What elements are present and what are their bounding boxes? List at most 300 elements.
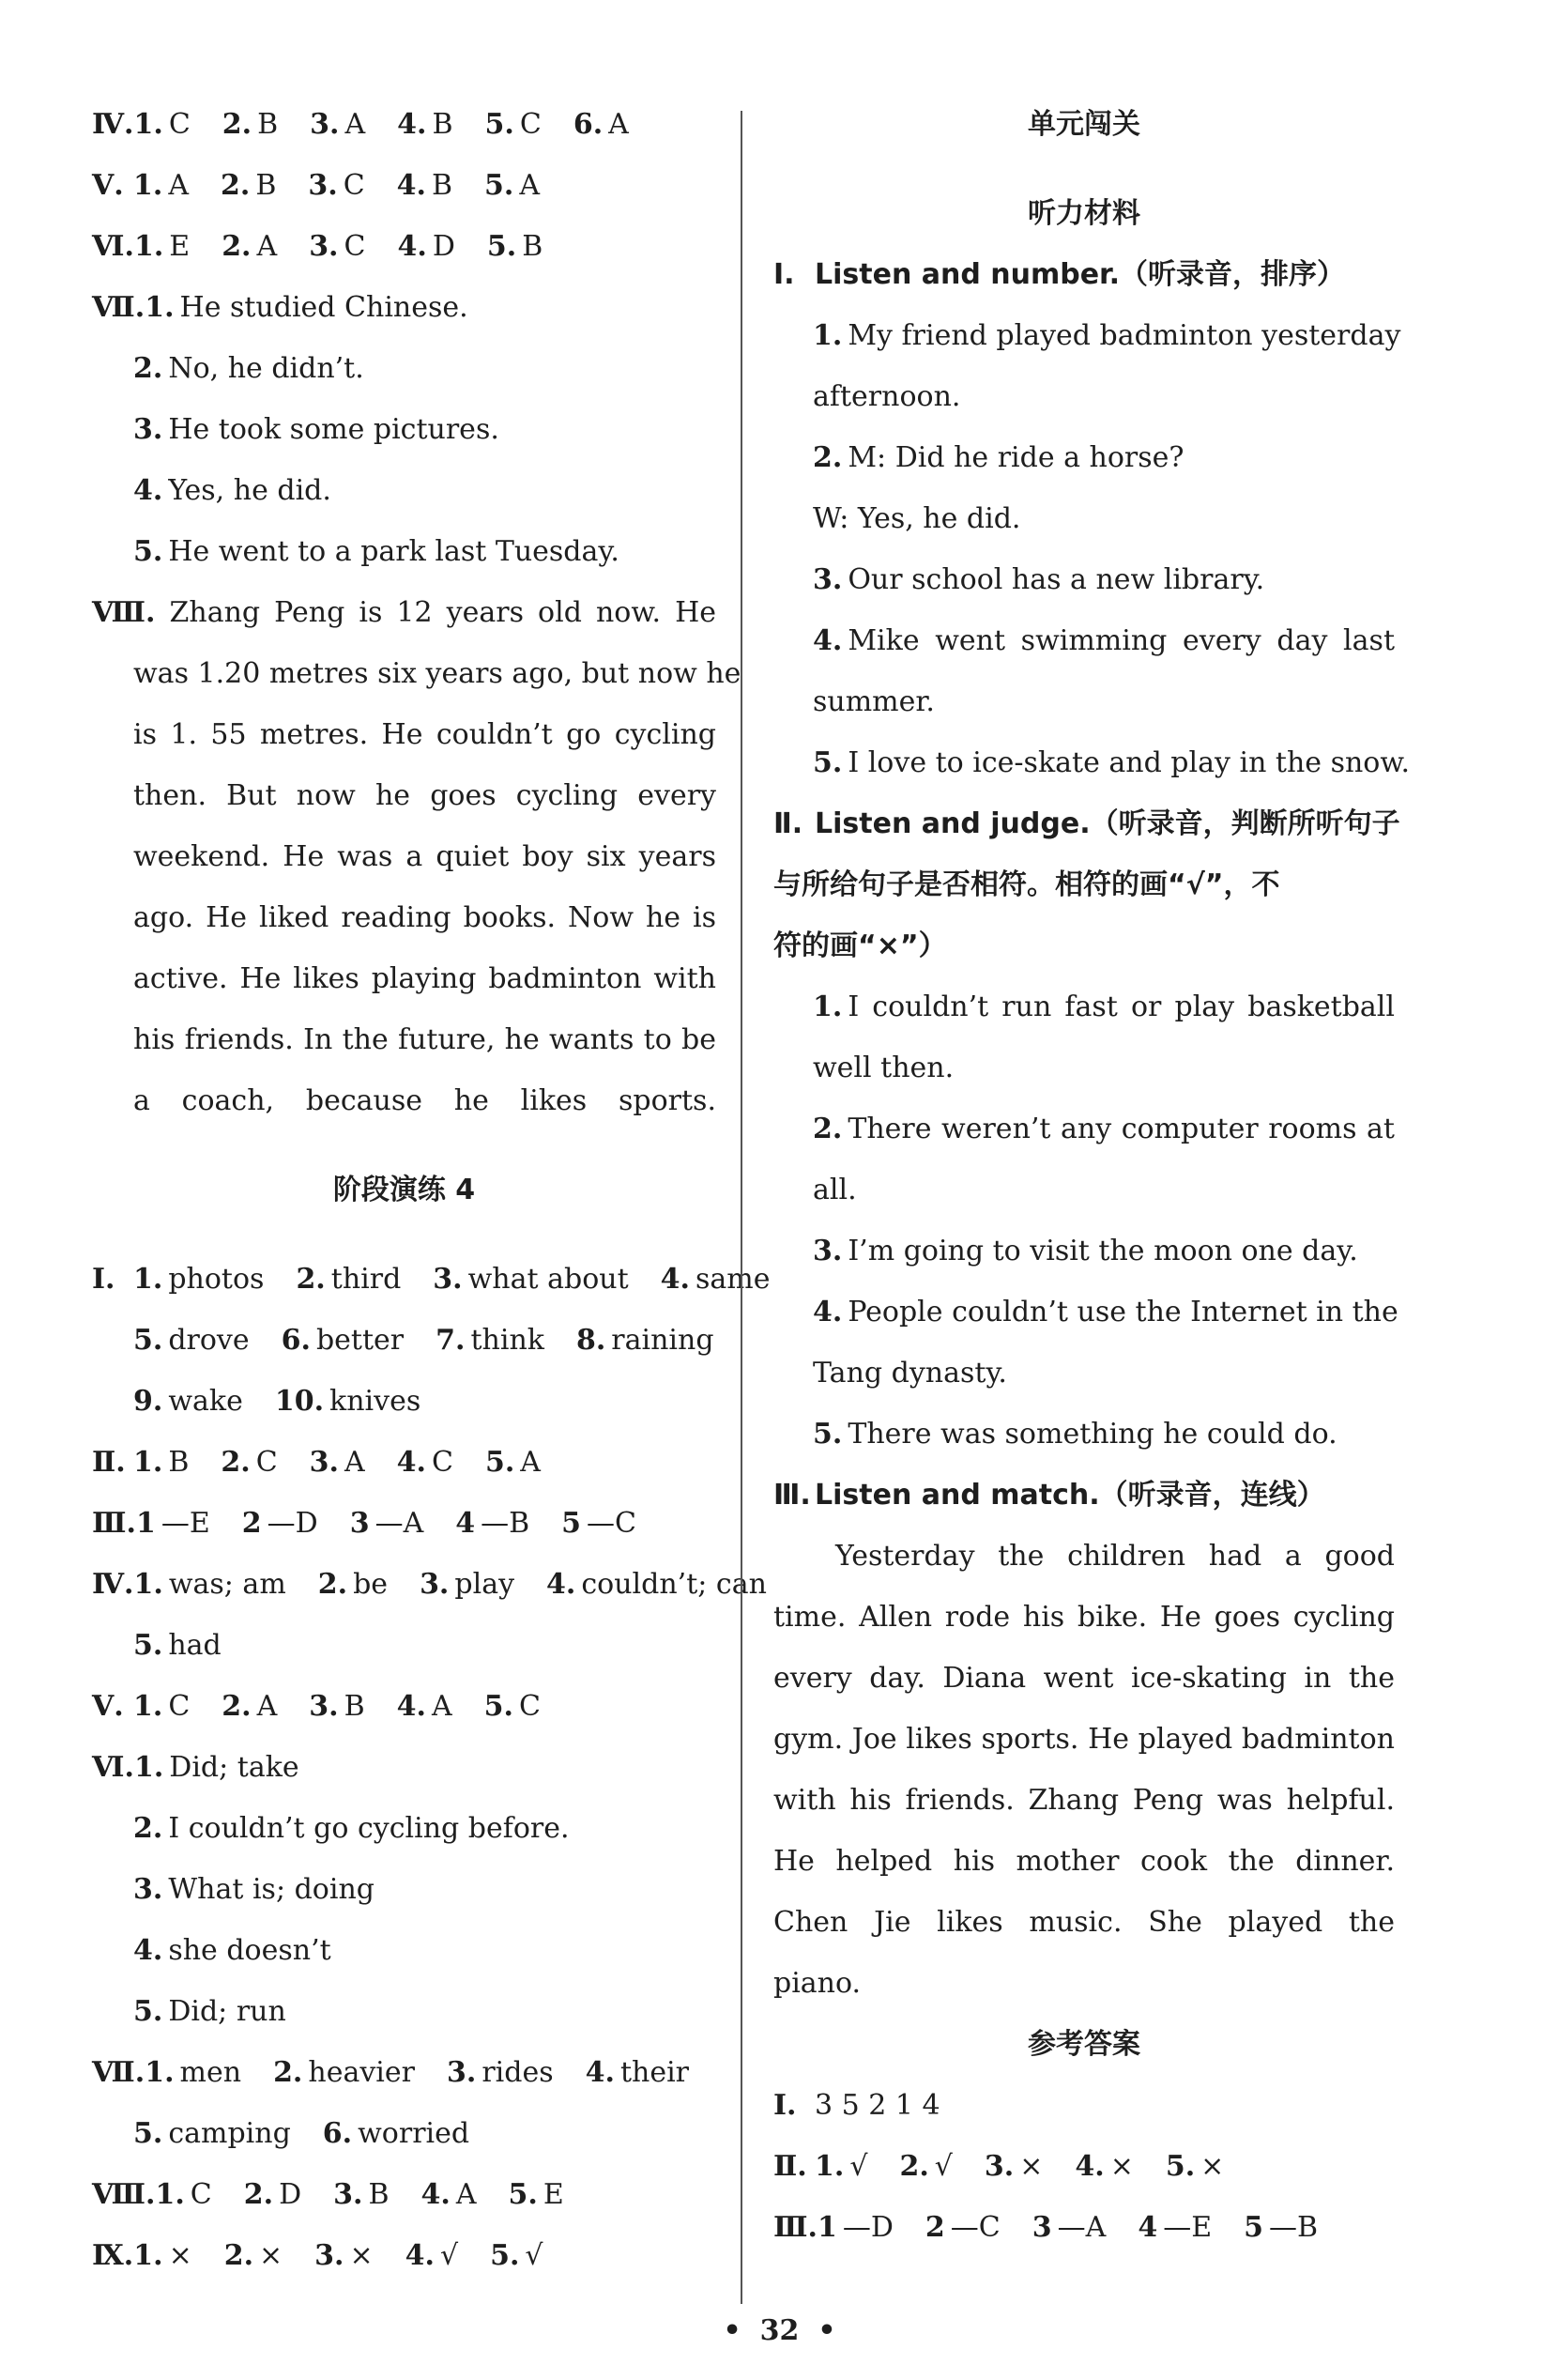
section-title-cn: （听录音，判断所听句子 (1090, 807, 1400, 840)
listening-line (773, 374, 1395, 435)
item-number: 3. (309, 230, 339, 263)
item-number: 5. (1165, 2150, 1196, 2183)
item-number: 2. (273, 2056, 303, 2089)
answer-row (773, 2143, 1395, 2204)
listening-line (773, 1106, 1395, 1167)
passage-line (773, 1899, 1395, 1960)
item-number: 2. (296, 1263, 326, 1296)
listening-text: M: Did he ride a horse? (848, 441, 1185, 474)
item-answer: —A (374, 1507, 424, 1540)
page-dot-right: • (818, 2314, 836, 2347)
answer-row (92, 468, 716, 529)
listening-text: all. (813, 1174, 857, 1206)
listening-line (773, 1045, 1395, 1106)
spacer (92, 1228, 716, 1256)
item-answer: A (432, 1690, 452, 1723)
item-answer: —E (160, 1507, 210, 1540)
section-numeral: Ⅰ. (773, 2089, 797, 2122)
item-answer: —B (1268, 2211, 1319, 2244)
item-answer: × (168, 2239, 192, 2272)
item-number: 2. (222, 230, 252, 263)
item-answer: she doesn’t (168, 1934, 331, 1967)
item-number: 4. (397, 108, 427, 141)
item-number: 2 (925, 2211, 945, 2244)
item-answer: × (1109, 2150, 1134, 2183)
passage-text: active. He likes playing badminton with (133, 962, 716, 995)
listening-text: well then. (813, 1052, 955, 1084)
page-dot-left: • (723, 2314, 741, 2347)
answer-row (92, 1378, 716, 1439)
item-answer: had (168, 1629, 222, 1662)
item-number: 3. (309, 1446, 339, 1479)
passage-text: is 1. 55 metres. He couldn’t go cycling (133, 718, 716, 751)
listening-text: There weren’t any computer rooms at (848, 1113, 1395, 1145)
item-number: 7. (436, 1324, 466, 1357)
listening-text: summer. (813, 685, 935, 718)
item-number: 1. (155, 2178, 185, 2211)
item-answer: —B (481, 1507, 530, 1540)
item-answer: their (619, 2056, 690, 2089)
column-divider (741, 111, 742, 2304)
answer-row (92, 101, 716, 162)
listening-text: I couldn’t run fast or play basketball (848, 990, 1395, 1023)
item-number: 3. (433, 1263, 463, 1296)
item-answer: —C (587, 1507, 637, 1540)
passage-line (773, 1960, 1395, 2021)
section-numeral: Ⅲ. (92, 1507, 136, 1540)
section-numeral: Ⅴ. (92, 1690, 124, 1723)
item-number: 2. (317, 1568, 348, 1601)
item-answer: C (344, 230, 366, 263)
answer-row (92, 1317, 716, 1378)
item-answer: He went to a park last Tuesday. (168, 535, 619, 568)
item-number: 5. (133, 1995, 163, 2028)
listening-text: Tang dynasty. (813, 1357, 1007, 1390)
item-number: 5. (133, 1324, 163, 1357)
item-answer: B (257, 108, 279, 141)
answer-row (92, 1988, 716, 2050)
item-answer: A (168, 169, 189, 202)
item-answer: E (543, 2178, 564, 2211)
item-number: 4. (660, 1263, 690, 1296)
item-number: 1 (817, 2211, 837, 2244)
answer-row (773, 2204, 1395, 2265)
passage-text: gym. Joe likes sports. He played badminton (773, 1723, 1395, 1756)
item-number: 3. (333, 2178, 363, 2211)
item-number: 3. (447, 2056, 477, 2089)
item-answer: heavier (308, 2056, 415, 2089)
passage-text: time. Allen rode his bike. He goes cycling (773, 1601, 1395, 1634)
item-answer: B (255, 169, 277, 202)
listening-text: People couldn’t use the Internet in the (848, 1296, 1399, 1328)
passage-line (773, 1655, 1395, 1716)
item-number: 4. (133, 474, 163, 507)
item-answer: 3 5 2 1 4 (815, 2089, 940, 2122)
item-answer: E (169, 230, 191, 263)
item-answer: D (279, 2178, 302, 2211)
item-number: 3. (314, 2239, 344, 2272)
item-answer: C (519, 1690, 541, 1723)
item-number: 2. (133, 352, 163, 385)
item-answer: rides (481, 2056, 554, 2089)
item-number: 1. (133, 169, 163, 202)
item-number: 5 (561, 1507, 582, 1540)
listening-line (773, 1289, 1399, 1350)
item-answer: camping (168, 2117, 291, 2150)
passage-text: Chen Jie likes music. She played the (773, 1906, 1395, 1939)
item-answer: × (259, 2239, 283, 2272)
passage-text: every day. Diana went ice-skating in the (773, 1662, 1395, 1695)
listening-line (773, 1228, 1395, 1289)
answer-row (773, 2082, 1395, 2143)
answer-row (92, 284, 716, 345)
item-number: 1. (815, 2150, 845, 2183)
section-numeral: Ⅵ. (92, 230, 134, 263)
section-numeral: Ⅱ. (773, 807, 803, 840)
answer-row (92, 1744, 716, 1805)
listening-line (773, 313, 1401, 374)
item-number: 3 (349, 1507, 370, 1540)
item-answer: Did; run (168, 1995, 286, 2028)
passage-line (92, 651, 741, 712)
item-number: 5. (813, 1418, 843, 1451)
item-answer: C (432, 1446, 453, 1479)
item-number: 1. (133, 1568, 163, 1601)
passage-text: ago. He liked reading books. Now he is (133, 901, 716, 934)
item-number: 4. (813, 1296, 843, 1328)
item-number: 2. (223, 2239, 254, 2272)
item-number: 5. (484, 169, 514, 202)
stage-title: 阶段演练 4 (332, 1174, 476, 1206)
answer-row (92, 1866, 716, 1927)
item-number: 5. (486, 230, 517, 263)
passage-text: Yesterday the children had a good (835, 1540, 1395, 1573)
answer-row (92, 1439, 716, 1500)
answer-row (92, 1927, 716, 1988)
item-number: 9. (133, 1385, 163, 1418)
item-number: 5. (813, 746, 843, 779)
section-numeral: Ⅳ. (92, 108, 134, 141)
answer-row (92, 1500, 716, 1561)
page-number (0, 2314, 1559, 2347)
item-answer: B (432, 108, 453, 141)
item-answer: × (1019, 2150, 1044, 2183)
item-number: 1. (133, 1263, 163, 1296)
answer-row (92, 1683, 716, 1744)
item-answer: A (519, 169, 541, 202)
answer-row (92, 1256, 771, 1317)
listening-text: There was something he could do. (848, 1418, 1337, 1451)
section-numeral: Ⅵ. (92, 1751, 134, 1784)
right-column (773, 101, 1411, 2265)
listening-line (773, 984, 1395, 1045)
passage-line (773, 1533, 1395, 1594)
item-number: 2. (813, 441, 843, 474)
passage-line (773, 1777, 1395, 1838)
item-number: 5. (490, 2239, 520, 2272)
answer-row (92, 2050, 716, 2111)
item-number: 8. (575, 1324, 606, 1357)
item-answer: B (344, 1690, 365, 1723)
item-number: 4. (813, 624, 843, 657)
left-column (92, 101, 771, 2294)
item-number: 6. (322, 2117, 353, 2150)
item-number: 2. (222, 108, 252, 141)
item-answer: worried (358, 2117, 470, 2150)
passage-text: weekend. He was a quiet boy six years (133, 840, 716, 873)
item-answer: C (190, 2178, 212, 2211)
item-answer: play (454, 1568, 515, 1601)
item-number: 5 (1244, 2211, 1263, 2244)
passage-line (92, 895, 716, 956)
listening-line (773, 618, 1395, 679)
listening-text: W: Yes, he did. (813, 502, 1021, 535)
item-number: 5. (133, 2117, 163, 2150)
item-number: 3. (420, 1568, 450, 1601)
section-numeral: Ⅴ. (92, 169, 124, 202)
item-number: 1. (133, 1751, 164, 1784)
answer-row (92, 529, 716, 590)
item-number: 6. (281, 1324, 311, 1357)
item-answer: —E (1163, 2211, 1213, 2244)
passage-text: his friends. In the future, he wants to be (133, 1023, 716, 1056)
item-answer: A (520, 1446, 541, 1479)
item-number: 4 (455, 1507, 476, 1540)
section-numeral: Ⅷ. (92, 596, 156, 629)
answer-row (92, 1622, 716, 1683)
item-number: 5. (133, 1629, 163, 1662)
item-number: 1. (133, 1690, 163, 1723)
item-number: 2. (813, 1113, 843, 1145)
listening-text: I’m going to visit the moon one day. (848, 1235, 1358, 1267)
item-answer: —A (1057, 2211, 1107, 2244)
item-number: 5. (508, 2178, 538, 2211)
passage-line (92, 956, 716, 1017)
item-number: 2 (241, 1507, 262, 1540)
item-number: 2. (243, 2178, 274, 2211)
passage-line (92, 834, 716, 895)
listening-text: Our school has a new library. (848, 563, 1265, 596)
passage-text: was 1.20 metres six years ago, but now he (133, 657, 741, 690)
answer-row (92, 2233, 716, 2294)
item-number: 3. (310, 108, 340, 141)
page-number-text: 32 (759, 2314, 800, 2347)
section-heading-cont: 与所给句子是否相符。相符的画“√”，不 (773, 868, 1280, 901)
answer-title: 参考答案 (1028, 2028, 1140, 2061)
section-title-en: Listen and match. (815, 1479, 1100, 1512)
spacer (155, 596, 169, 629)
item-answer: Did; take (169, 1751, 299, 1784)
passage-text: a coach, because he likes sports. (133, 1084, 716, 1117)
item-answer: wake (168, 1385, 243, 1418)
unit-title: 单元闯关 (1028, 108, 1140, 141)
item-answer: C (255, 1446, 278, 1479)
item-answer: C (519, 108, 542, 141)
section-title-cn: （听录音，连线） (1099, 1479, 1325, 1512)
item-answer: C (168, 1690, 191, 1723)
answer-row (92, 345, 716, 407)
passage-text: with his friends. Zhang Peng was helpful. (773, 1784, 1395, 1817)
item-answer: drove (168, 1324, 250, 1357)
section-heading-cont: 符的画“×”） (773, 929, 947, 962)
item-number: 4. (396, 1446, 426, 1479)
listening-line (773, 557, 1395, 618)
item-answer: A (256, 230, 278, 263)
listening-line (773, 740, 1411, 801)
answer-row (92, 407, 716, 468)
section-heading (773, 801, 1400, 862)
item-number: 2. (133, 1812, 163, 1845)
item-number: 4. (420, 2178, 451, 2211)
item-answer: × (349, 2239, 374, 2272)
passage-text: Zhang Peng is 12 years old now. He (169, 596, 716, 629)
item-answer: C (343, 169, 365, 202)
listening-line (773, 1350, 1395, 1411)
item-answer: D (432, 230, 455, 263)
item-answer: B (432, 169, 453, 202)
item-answer: be (353, 1568, 389, 1601)
item-answer: What is; doing (168, 1873, 374, 1906)
section-numeral: Ⅷ. (92, 2178, 156, 2211)
item-number: 3. (133, 413, 163, 446)
listening-text: afternoon. (813, 380, 961, 413)
section-title-cn: （听录音，排序） (1119, 258, 1345, 291)
item-answer: B (168, 1446, 190, 1479)
item-answer: —D (267, 1507, 318, 1540)
listening-text: Mike went swimming every day last (848, 624, 1395, 657)
answer-row (92, 2111, 716, 2172)
item-answer: same (695, 1263, 771, 1296)
listening-text: My friend played badminton yesterday (848, 319, 1401, 352)
section-title-en: Listen and judge. (815, 807, 1091, 840)
item-answer: He took some pictures. (168, 413, 499, 446)
item-answer: photos (168, 1263, 265, 1296)
item-answer: raining (611, 1324, 714, 1357)
item-number: 3. (308, 169, 338, 202)
item-number: 5. (483, 1690, 513, 1723)
listening-title: 听力材料 (1028, 197, 1140, 230)
item-number: 3. (813, 1235, 843, 1267)
item-answer: He studied Chinese. (179, 291, 468, 324)
item-number: 3. (309, 1690, 339, 1723)
item-answer: was; am (168, 1568, 286, 1601)
item-answer: —D (842, 2211, 894, 2244)
item-number: 4. (1075, 2150, 1105, 2183)
spacer (92, 1139, 716, 1167)
item-answer: B (522, 230, 543, 263)
passage-line (92, 1017, 716, 1078)
item-number: 3. (813, 563, 843, 596)
item-number: 5. (484, 1446, 515, 1479)
item-answer: A (344, 1446, 365, 1479)
item-answer: √ (525, 2239, 543, 2272)
passage-text: He helped his mother cook the dinner. (773, 1845, 1395, 1878)
item-answer: × (1200, 2150, 1225, 2183)
item-answer: A (608, 108, 629, 141)
answer-row (92, 162, 716, 223)
item-number: 1. (145, 2056, 175, 2089)
listening-line (773, 435, 1395, 496)
item-number: 1. (813, 990, 843, 1023)
spacer (773, 162, 1395, 191)
item-number: 1. (133, 2239, 163, 2272)
section-heading (773, 252, 1395, 313)
item-answer: men (179, 2056, 242, 2089)
item-number: 3 (1032, 2211, 1052, 2244)
item-number: 1. (145, 291, 175, 324)
section-numeral: Ⅶ. (92, 291, 145, 324)
item-number: 2. (221, 1446, 251, 1479)
item-number: 4. (397, 230, 427, 263)
item-number: 2. (899, 2150, 929, 2183)
passage-text: then. But now he goes cycling every (133, 779, 716, 812)
item-number: 4. (546, 1568, 576, 1601)
item-answer: √ (934, 2150, 953, 2183)
listening-line (773, 1411, 1395, 1472)
section-heading (773, 1472, 1395, 1533)
answer-row (92, 223, 716, 284)
item-answer: A (256, 1690, 278, 1723)
item-number: 3. (133, 1873, 163, 1906)
item-number: 1 (135, 1507, 156, 1540)
section-numeral: Ⅱ. (773, 2150, 807, 2183)
passage-line (92, 712, 716, 773)
item-number: 1. (133, 1446, 163, 1479)
item-answer: √ (439, 2239, 459, 2272)
item-number: 4 (1138, 2211, 1158, 2244)
section-numeral: Ⅱ. (92, 1446, 126, 1479)
listening-line (773, 496, 1395, 557)
listening-line (773, 679, 1395, 740)
section-numeral: Ⅳ. (92, 1568, 134, 1601)
section-title-en: Listen and number. (815, 258, 1120, 291)
passage-line (773, 1716, 1395, 1777)
item-number: 4. (585, 2056, 615, 2089)
item-number: 2. (221, 169, 251, 202)
item-number: 4. (396, 169, 426, 202)
item-answer: think (470, 1324, 544, 1357)
listening-text: I love to ice-skate and play in the snow. (848, 746, 1411, 779)
item-number: 5. (484, 108, 514, 141)
item-answer: couldn’t; can (581, 1568, 767, 1601)
passage-line (92, 773, 716, 834)
listening-line (773, 1167, 1395, 1228)
item-answer: A (455, 2178, 477, 2211)
item-number: 5. (133, 535, 163, 568)
item-number: 4. (133, 1934, 163, 1967)
section-numeral: Ⅶ. (92, 2056, 145, 2089)
item-answer: C (168, 108, 191, 141)
answer-row (92, 2172, 716, 2233)
section-numeral: Ⅸ. (92, 2239, 134, 2272)
section-numeral: Ⅲ. (773, 2211, 818, 2244)
item-answer: A (344, 108, 366, 141)
item-number: 4. (405, 2239, 435, 2272)
item-number: 4. (396, 1690, 426, 1723)
item-number: 10. (274, 1385, 325, 1418)
item-number: 1. (813, 319, 843, 352)
item-number: 3. (984, 2150, 1015, 2183)
answer-row (92, 1805, 716, 1866)
item-answer: I couldn’t go cycling before. (168, 1812, 570, 1845)
passage-line (773, 1594, 1395, 1655)
section-numeral: Ⅲ. (773, 1479, 811, 1512)
item-number: 6. (573, 108, 604, 141)
item-answer: third (330, 1263, 402, 1296)
item-answer: what about (467, 1263, 629, 1296)
item-answer: B (368, 2178, 390, 2211)
passage-line (92, 1078, 716, 1139)
